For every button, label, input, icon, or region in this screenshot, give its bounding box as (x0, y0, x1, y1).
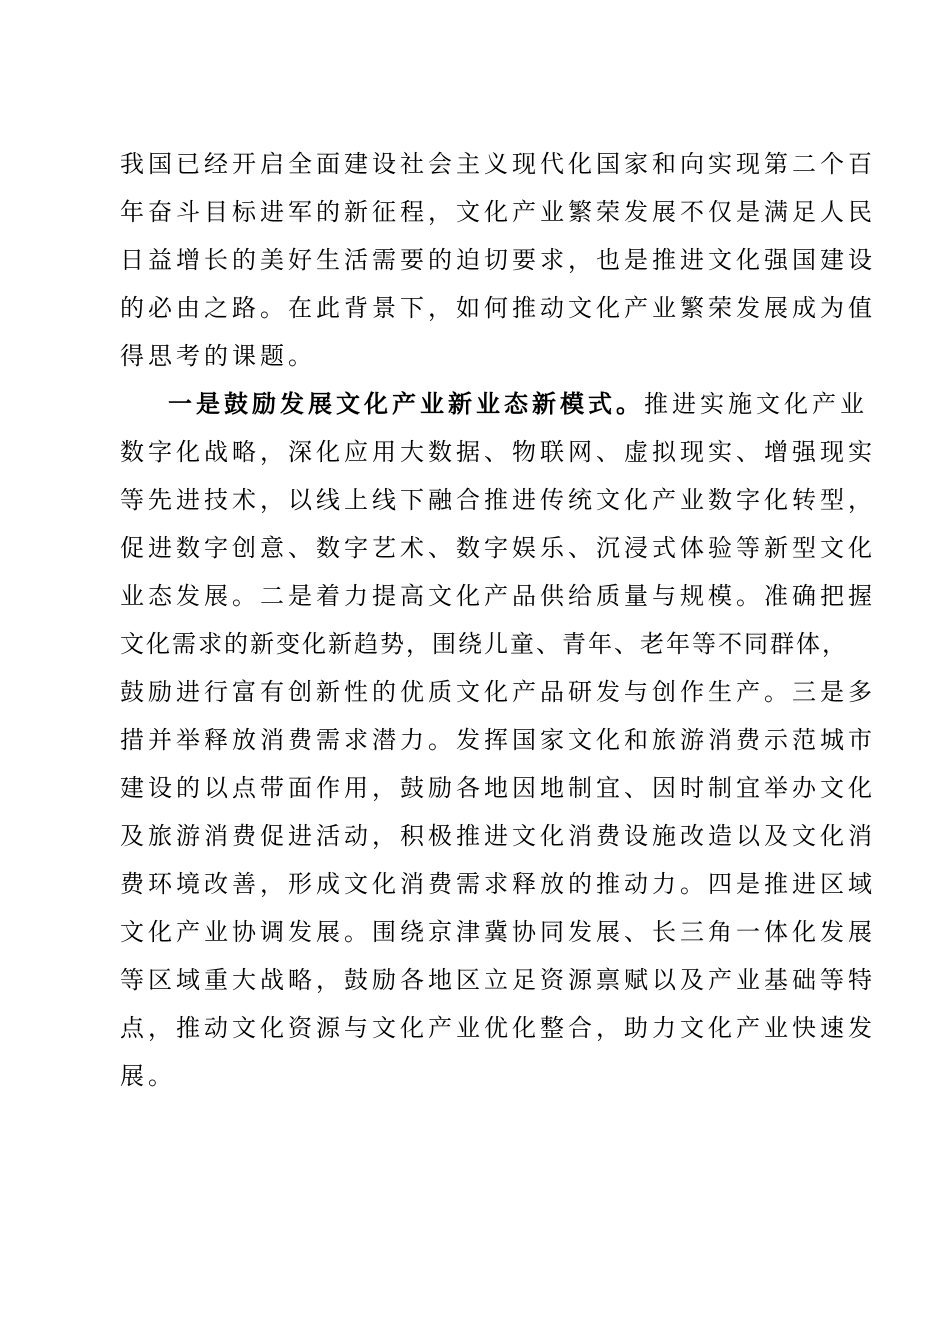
text-line: 我国已经开启全面建设社会主义现代化国家和向实现第二个百 (120, 150, 876, 178)
text-line: 及旅游消费促进活动，积极推进文化消费设施改造以及文化消 (120, 822, 876, 850)
document-body (120, 140, 876, 1100)
text-line: 业态发展。二是着力提高文化产品供给质量与规模。准确把握 (120, 582, 876, 610)
paragraph-1 (120, 140, 876, 380)
text-line: 年奋斗目标进军的新征程，文化产业繁荣发展不仅是满足人民 (120, 198, 876, 226)
text-line: 建设的以点带面作用，鼓励各地因地制宜、因时制宜举办文化 (120, 774, 876, 802)
text-line: 等先进技术，以线上线下融合推进传统文化产业数字化转型， (120, 486, 876, 514)
text-line: 费环境改善，形成文化消费需求释放的推动力。四是推进区域 (120, 870, 876, 898)
text-line: 展。 (120, 1062, 176, 1090)
text-line: 的必由之路。在此背景下，如何推动文化产业繁荣发展成为值 (120, 294, 876, 322)
text-line: 日益增长的美好生活需要的迫切要求，也是推进文化强国建设 (120, 246, 876, 274)
text-line-first (120, 380, 868, 428)
text-line: 得思考的课题。 (120, 342, 316, 370)
text-line: 文化产业协调发展。围绕京津冀协同发展、长三角一体化发展 (120, 918, 876, 946)
text-line: 等区域重大战略，鼓励各地区立足资源禀赋以及产业基础等特 (120, 966, 876, 994)
text-line: 数字化战略，深化应用大数据、物联网、虚拟现实、增强现实 (120, 438, 876, 466)
text-line: 文化需求的新变化新趋势，围绕儿童、青年、老年等不同群体， (120, 630, 848, 658)
text-line: 鼓励进行富有创新性的优质文化产品研发与创作生产。三是多 (120, 678, 876, 706)
text-line: 促进数字创意、数字艺术、数字娱乐、沉浸式体验等新型文化 (120, 534, 876, 562)
text-span: 推进实施文化产业 (644, 390, 868, 418)
text-line: 点，推动文化资源与文化产业优化整合，助力文化产业快速发 (120, 1014, 876, 1042)
paragraph-2 (120, 380, 876, 1100)
text-line: 措并举释放消费需求潜力。发挥国家文化和旅游消费示范城市 (120, 726, 876, 754)
bold-heading: 一是鼓励发展文化产业新业态新模式。 (168, 389, 644, 418)
